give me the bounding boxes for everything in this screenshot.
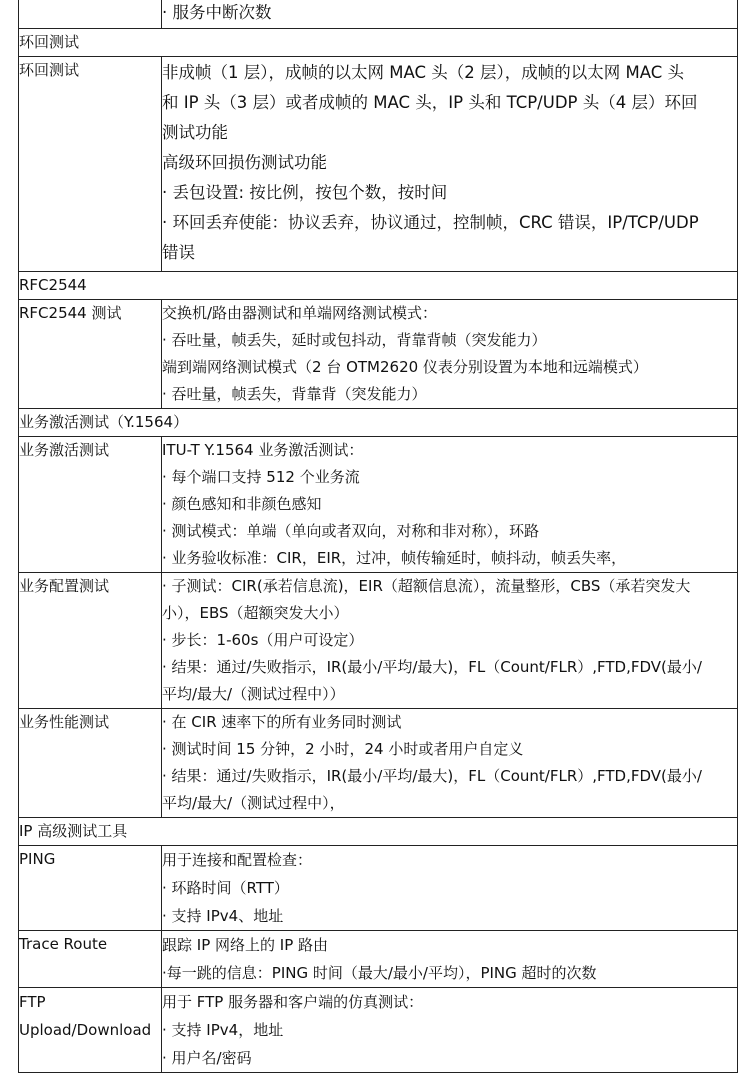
table-row <box>19 437 738 573</box>
section-row <box>19 29 738 57</box>
content-line: ITU-T Y.1564 业务激活测试： <box>162 441 364 459</box>
section-row <box>19 272 738 300</box>
row-label: 环回测试 <box>19 57 162 272</box>
content-line: ·每一跳的信息：PING 时间（最大/最小/平均），PING 超时的次数 <box>162 964 597 982</box>
content-line: · 颜色感知和非颜色感知 <box>162 495 322 513</box>
section-title: 业务激活测试（Y.1564） <box>19 409 738 437</box>
content-line: · 结果：通过/失败指示，IR(最小/平均/最大)，FL（Count/FLR）,FTD,FDV(最小/ <box>162 658 702 676</box>
row-label: 业务性能测试 <box>19 709 162 818</box>
content-line: · 每个端口支持 512 个业务流 <box>162 468 360 486</box>
row-label: 业务配置测试 <box>19 573 162 709</box>
section-title: RFC2544 <box>19 272 738 300</box>
row-label-text: FTP Upload/Download <box>19 993 152 1039</box>
content-line: · 吞吐量，帧丢失，延时或包抖动，背靠背帧（突发能力） <box>162 331 547 349</box>
section-title: IP 高级测试工具 <box>19 818 738 846</box>
row-content <box>162 437 738 573</box>
row-content <box>162 709 738 818</box>
content-line: 和 IP 头（3 层）或者成帧的 MAC 头，IP 头和 TCP/UDP 头（4 层）环回 <box>162 93 698 112</box>
content-line: 错误 <box>162 243 195 262</box>
content-line: · 子测试：CIR(承若信息流)，EIR（超额信息流），流量整形，CBS（承若突发大 <box>162 577 691 595</box>
row-label <box>19 988 162 1073</box>
row-content <box>162 57 738 272</box>
table-row <box>19 0 738 29</box>
table-row <box>19 573 738 709</box>
content-line: 端到端网络测试模式（2 台 OTM2620 仪表分别设置为本地和远端模式） <box>162 358 648 376</box>
content-line: 用于连接和配置检查： <box>162 851 313 869</box>
content-line: · 业务验收标准：CIR，EIR，过冲，帧传输延时，帧抖动，帧丢失率， <box>162 549 627 567</box>
row-content <box>162 0 738 29</box>
content-line: · 吞吐量，帧丢失，背靠背（突发能力） <box>162 385 427 403</box>
content-line: · 结果：通过/失败指示，IR(最小/平均/最大)，FL（Count/FLR）,FTD,FDV(最小/ <box>162 767 702 785</box>
content-line: 测试功能 <box>162 123 228 142</box>
content-line: 高级环回损伤测试功能 <box>162 153 327 172</box>
row-label: 业务激活测试 <box>19 437 162 573</box>
row-content <box>162 846 738 931</box>
content-line: 用于 FTP 服务器和客户端的仿真测试： <box>162 993 424 1011</box>
table-row <box>19 988 738 1073</box>
table-row <box>19 57 738 272</box>
table-row <box>19 709 738 818</box>
content-line: · 丢包设置: 按比例，按包个数，按时间 <box>162 183 448 202</box>
row-content <box>162 573 738 709</box>
content-line: · 步长：1-60s（用户可设定） <box>162 631 364 649</box>
row-label: PING <box>19 846 162 931</box>
content-line: · 支持 IPv4、地址 <box>162 907 284 925</box>
table-row <box>19 846 738 931</box>
row-content <box>162 988 738 1073</box>
content-line: · 用户名/密码 <box>162 1049 252 1067</box>
section-title: 环回测试 <box>19 29 738 57</box>
content-line: 平均/最大/（测试过程中）） <box>162 685 345 703</box>
content-line: · 支持 IPv4，地址 <box>162 1021 284 1039</box>
section-row <box>19 818 738 846</box>
row-content <box>162 931 738 988</box>
content-line: · 环路时间（RTT） <box>162 879 289 897</box>
table-row <box>19 931 738 988</box>
content-line: · 在 CIR 速率下的所有业务同时测试 <box>162 713 402 731</box>
section-row <box>19 409 738 437</box>
content-line: · 测试模式：单端（单向或者双向，对称和非对称），环路 <box>162 522 540 540</box>
content-line: · 环回丢弃使能：协议丢弃，协议通过，控制帧，CRC 错误，IP/TCP/UDP <box>162 213 699 232</box>
content-line: 非成帧（1 层），成帧的以太网 MAC 头（2 层），成帧的以太网 MAC 头 <box>162 63 684 82</box>
content-line: 平均/最大/（测试过程中）， <box>162 794 345 812</box>
table-row <box>19 300 738 409</box>
spec-table <box>18 0 738 1073</box>
content-line: 小），EBS（超额突发大小） <box>162 604 349 622</box>
content-line: 交换机/路由器测试和单端网络测试模式： <box>162 304 438 322</box>
row-label-empty <box>19 0 162 29</box>
content-line: · 测试时间 15 分钟，2 小时，24 小时或者用户自定义 <box>162 740 524 758</box>
content-line: 跟踪 IP 网络上的 IP 路由 <box>162 936 329 954</box>
content-line: · 服务中断次数 <box>162 3 272 22</box>
row-content <box>162 300 738 409</box>
row-label: RFC2544 测试 <box>19 300 162 409</box>
row-label: Trace Route <box>19 931 162 988</box>
